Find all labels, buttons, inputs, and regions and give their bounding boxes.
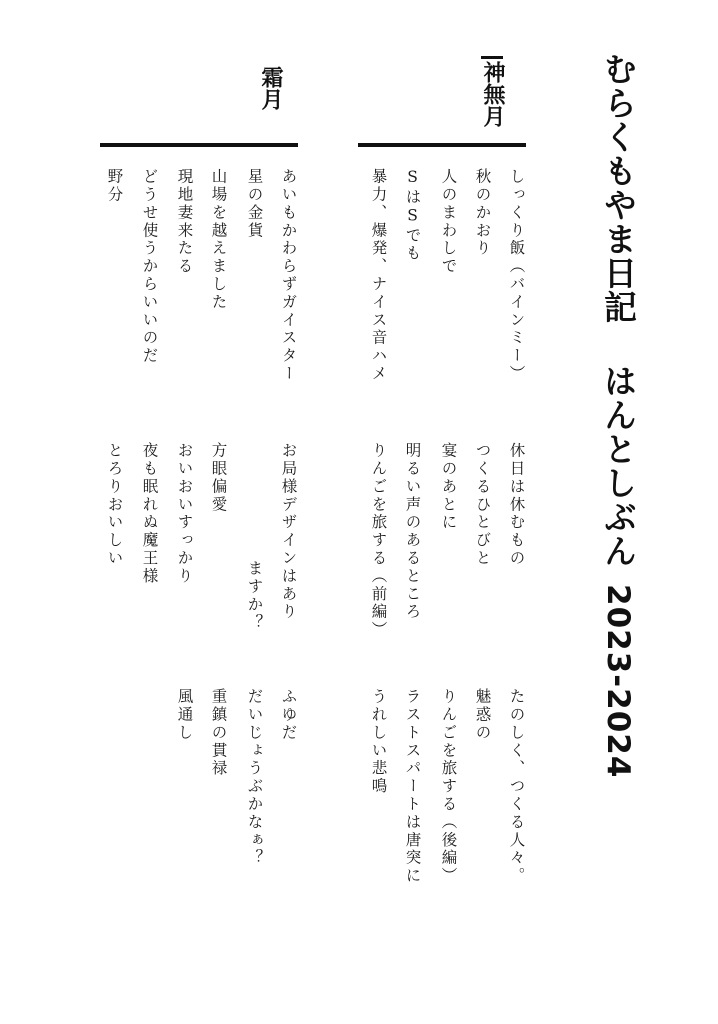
diary-entry: 休日は休むもの: [507, 442, 526, 568]
diary-entry: うれしい悲鳴: [369, 688, 388, 796]
diary-entry: 人のまわしで: [439, 168, 458, 276]
diary-entry: たのしく、つくる人々。: [507, 688, 526, 885]
document-title: [599, 52, 638, 779]
diary-entry: しっくり飯（バインミー）: [507, 168, 526, 383]
month-heading-shimotsuki: 霜月: [258, 66, 283, 110]
diary-entry: どうせ使うからいいのだ: [140, 168, 159, 365]
diary-entry: とろりおいしい: [105, 442, 124, 568]
title-year: 2023-2024: [600, 584, 636, 779]
diary-entry: ふゆだ: [279, 688, 298, 742]
diary-entry: だいじょうぶかなぁ？: [245, 688, 264, 867]
diary-entry: 重鎮の貫禄: [209, 688, 228, 778]
diary-entry: 山場を越えました: [209, 168, 228, 312]
diary-entry: 方眼偏愛: [209, 442, 228, 514]
diary-entry: りんごを旅する（前編）: [369, 442, 388, 639]
diary-entry: つくるひとびと: [473, 442, 492, 568]
diary-entry: おいおいすっかり: [175, 442, 194, 586]
title-text: むらくもやま日記 はんとしぶん: [599, 52, 638, 568]
diary-entry: 魅惑の: [473, 688, 492, 742]
diary-entry: お局様デザインはあり: [279, 442, 298, 621]
section-divider: [100, 143, 298, 147]
diary-entry: 現地妻来たる: [175, 168, 194, 276]
diary-entry: 風通し: [175, 688, 194, 742]
diary-entry: 暴力、爆発、ナイス音ハメ: [369, 168, 388, 383]
diary-entry: 明るい声のあるところ: [403, 442, 422, 621]
diary-entry: 夜も眠れぬ魔王様: [140, 442, 159, 586]
diary-entry: あいもかわらずガイスター: [279, 168, 298, 383]
diary-entry: SはSでも: [403, 168, 422, 263]
section-divider: [358, 143, 526, 147]
diary-entry: 宴のあとに: [439, 442, 458, 532]
diary-entry: りんごを旅する（後編）: [439, 688, 458, 885]
diary-entry: 秋のかおり: [473, 168, 492, 258]
month-heading-kannazuki: 神無月: [481, 56, 503, 127]
diary-entry: ラストスパートは唐突に: [403, 688, 422, 885]
diary-entry: ますか？: [245, 560, 264, 632]
diary-entry: 星の金貨: [245, 168, 264, 240]
diary-entry: 野分: [105, 168, 124, 204]
